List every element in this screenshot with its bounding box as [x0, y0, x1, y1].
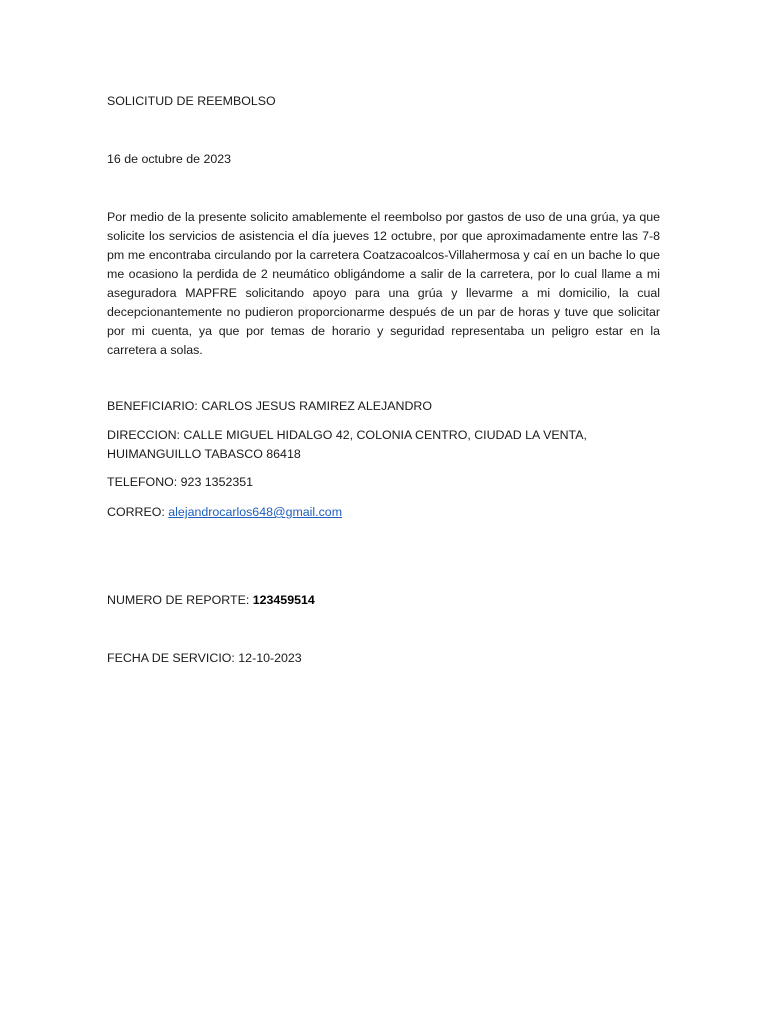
document-date: 16 de octubre de 2023	[107, 152, 232, 166]
address-line: DIRECCION: CALLE MIGUEL HIDALGO 42, COLONIA CENTRO, CIUDAD LA VENTA, HUIMANGUILLO TABASCO 86418	[107, 428, 587, 461]
email-label: CORREO:	[107, 505, 169, 519]
document-title: SOLICITUD DE REEMBOLSO	[107, 94, 276, 108]
report-number-value: 123459514	[252, 593, 315, 607]
phone-line: TELEFONO: 923 1352351	[107, 475, 254, 489]
beneficiary-line: BENEFICIARIO: CARLOS JESUS RAMIREZ ALEJANDRO	[107, 399, 432, 413]
request-body-paragraph: Por medio de la presente solicito amablemente el reembolso por gastos de uso de una grúa, ya que solicite los servicios de asistencia el día jueves 12 octubre, por que aproximadamente entre las 7-8 pm me encontraba circulando por la carretera Coatzacoalcos-Villahermosa y caí en un bache lo que me ocasiono la perdida de 2 neumático obligándome a salir de la carretera, por lo cual llame a mi aseguradora MAPFRE solicitando apoyo para una grúa y llevarme a mi domicilio, la cual decepcionantemente no pudieron proporcionarme después de un par de horas y tuve que solicitar por mi cuenta, ya que por temas de horario y seguridad representaba un peligro estar en la carretera a solas.	[107, 210, 660, 357]
email-line	[107, 503, 342, 522]
report-number-label: NUMERO DE REPORTE:	[107, 593, 253, 607]
report-number-line	[107, 591, 315, 610]
email-link[interactable]: alejandrocarlos648@gmail.com	[168, 505, 343, 519]
service-date-line: FECHA DE SERVICIO: 12-10-2023	[107, 651, 302, 665]
